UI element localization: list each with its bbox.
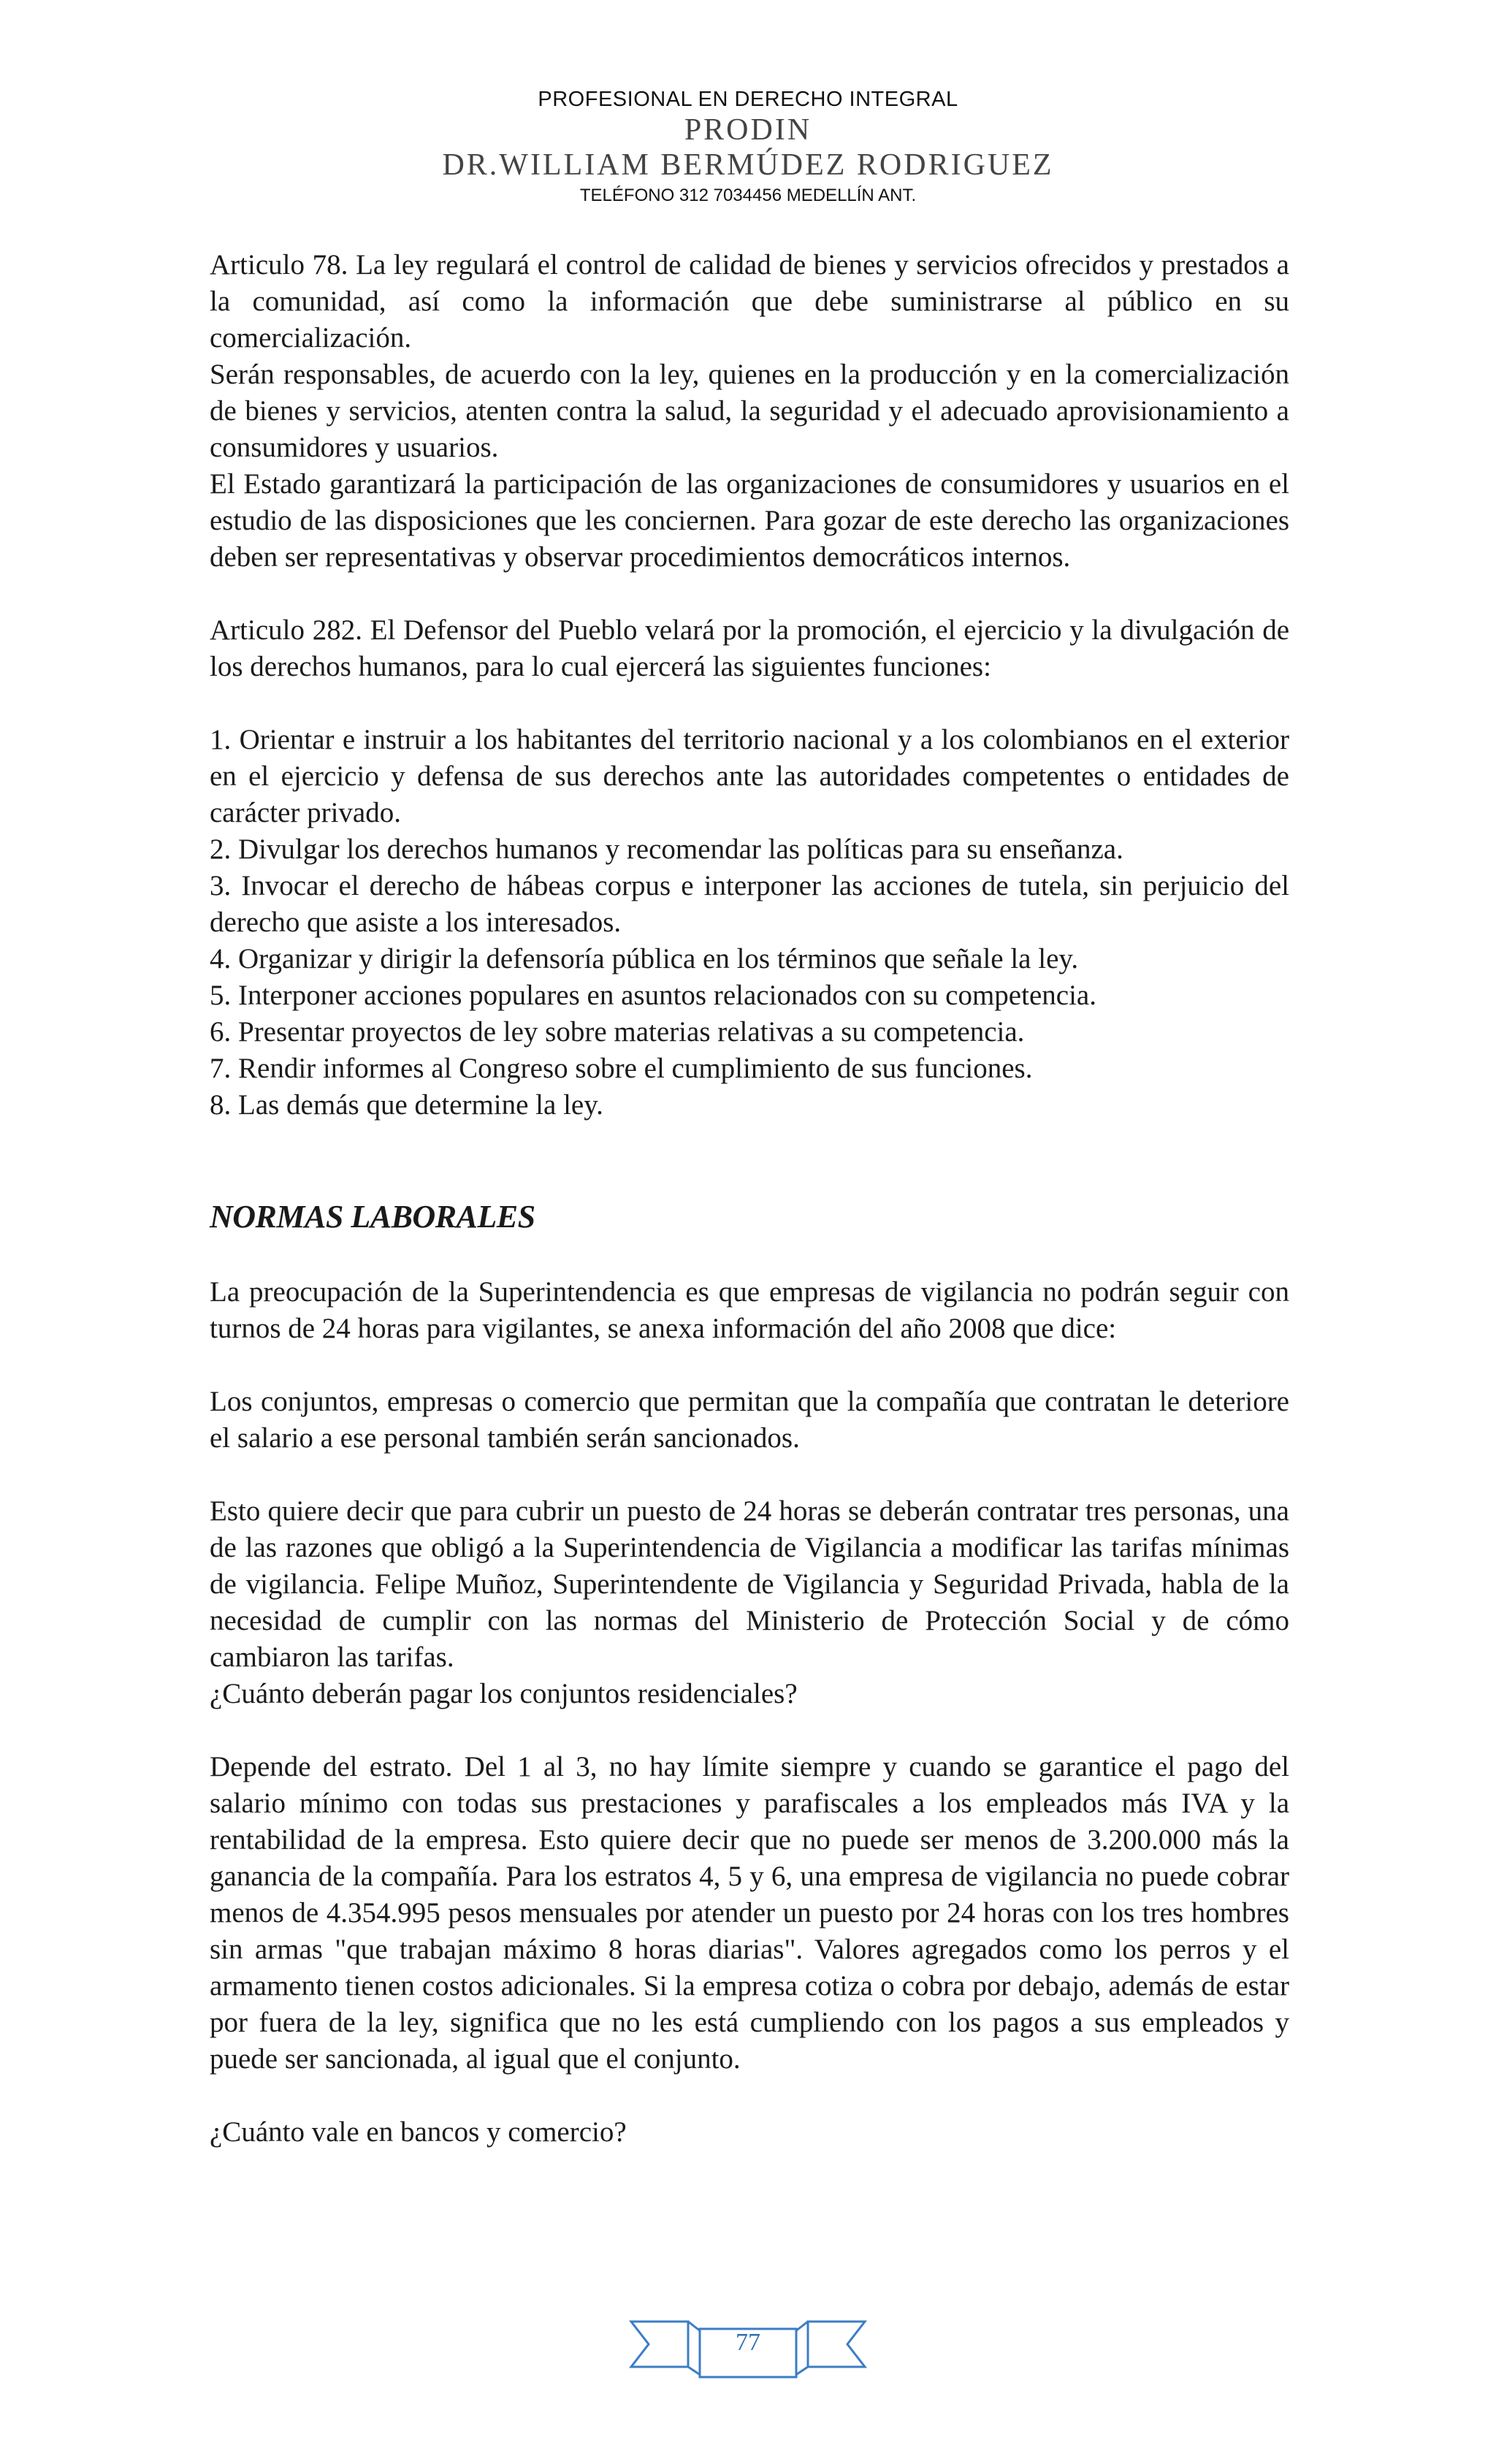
article-78-paragraph-1: Articulo 78. La ley regulará el control de calidad de bienes y servicios ofrecidos y prestados a la comunidad, así como la información que debe suministrarse al público en su comercialización. bbox=[210, 249, 1289, 354]
labor-paragraph-4: Depende del estrato. Del 1 al 3, no hay límite siempre y cuando se garantice el pago del salario mínimo con todas sus prestaciones y parafiscales a los empleados más IVA y la rentabilidad de la empresa. Esto quiere decir que no puede ser menos de 3.200.000 más la ganancia de la compañía. Para los estratos 4, 5 y 6, una empresa de vigilancia no puede cobrar menos de 4.354.995 pesos mensuales por atender un puesto por 24 horas con los tres hombres sin armas "que trabajan máximo 8 horas diarias". Valores agregados como los perros y el armamento tienen costos adicionales. Si la empresa cotiza o cobra por debajo, además de estar por fuera de la ley, significa que no les está cumpliendo con los pagos a sus empleados y puede ser sancionada, al igual que el conjunto. bbox=[210, 1751, 1289, 2075]
header-phone: TELÉFONO 312 7034456 MEDELLÍN ANT. bbox=[579, 186, 917, 205]
article-282-item-5: 5. Interponer acciones populares en asuntos relacionados con su competencia. bbox=[210, 980, 1096, 1011]
article-78-paragraph-3: El Estado garantizará la participación de las organizaciones de consumidores y usuarios en el estudio de las disposiciones que les conciernen. Para gozar de este derecho las organizaciones deben ser representativas y observar procedimientos democráticos internos. bbox=[210, 468, 1289, 573]
labor-paragraph-2: Los conjuntos, empresas o comercio que permitan que la compañía que contratan le deteriore el salario a ese personal también serán sancionados. bbox=[210, 1386, 1289, 1454]
header-author: DR.WILLIAM BERMÚDEZ RODRIGUEZ bbox=[442, 148, 1054, 182]
article-282-item-2: 2. Divulgar los derechos humanos y recomendar las políticas para su enseñanza. bbox=[210, 834, 1123, 865]
labor-paragraph-3: Esto quiere decir que para cubrir un puesto de 24 horas se deberán contratar tres personas, una de las razones que obligó a la Superintendencia de Vigilancia a modificar las tarifas mínimas de vigilancia. Felipe Muñoz, Superintendente de Vigilancia y Seguridad Privada, habla de la necesidad de cumplir con las normas del Ministerio de Protección Social y de cómo cambiaron las tarifas. bbox=[210, 1495, 1289, 1673]
labor-question-2: ¿Cuánto vale en bancos y comercio? bbox=[210, 2116, 627, 2148]
article-282-item-3: 3. Invocar el derecho de hábeas corpus e interponer las acciones de tutela, sin perjuicio del derecho que asiste a los interesados. bbox=[210, 870, 1289, 938]
article-282-item-7: 7. Rendir informes al Congreso sobre el cumplimiento de sus funciones. bbox=[210, 1053, 1033, 1084]
labor-paragraph-1: La preocupación de la Superintendencia es que empresas de vigilancia no podrán seguir con turnos de 24 horas para vigilantes, se anexa información del año 2008 que dice: bbox=[210, 1276, 1289, 1344]
article-282-item-4: 4. Organizar y dirigir la defensoría pública en los términos que señale la ley. bbox=[210, 943, 1079, 974]
page-header bbox=[0, 86, 1496, 207]
article-282-item-8: 8. Las demás que determine la ley. bbox=[210, 1089, 603, 1121]
section-title: NORMAS LABORALES bbox=[210, 1199, 535, 1235]
article-282-intro: Articulo 282. El Defensor del Pueblo velará por la promoción, el ejercicio y la divulgación de los derechos humanos, para lo cual ejercerá las siguientes funciones: bbox=[210, 614, 1289, 682]
header-brand: PRODIN bbox=[684, 113, 812, 147]
page-footer bbox=[627, 2311, 869, 2384]
page-number: 77 bbox=[736, 2329, 760, 2356]
document-body bbox=[210, 247, 1289, 2151]
header-profession: PROFESIONAL EN DERECHO INTEGRAL bbox=[538, 88, 958, 111]
article-78-paragraph-2: Serán responsables, de acuerdo con la ley, quienes en la producción y en la comercialización de bienes y servicios, atenten contra la salud, la seguridad y el adecuado aprovisionamiento a consumidores y usuarios. bbox=[210, 359, 1289, 463]
article-282-item-1: 1. Orientar e instruir a los habitantes del territorio nacional y a los colombianos en el exterior en el ejercicio y defensa de sus derechos ante las autoridades competentes o entidades de carácter privado. bbox=[210, 724, 1289, 828]
labor-question-1: ¿Cuánto deberán pagar los conjuntos residenciales? bbox=[210, 1678, 798, 1709]
article-282-item-6: 6. Presentar proyectos de ley sobre materias relativas a su competencia. bbox=[210, 1016, 1025, 1048]
